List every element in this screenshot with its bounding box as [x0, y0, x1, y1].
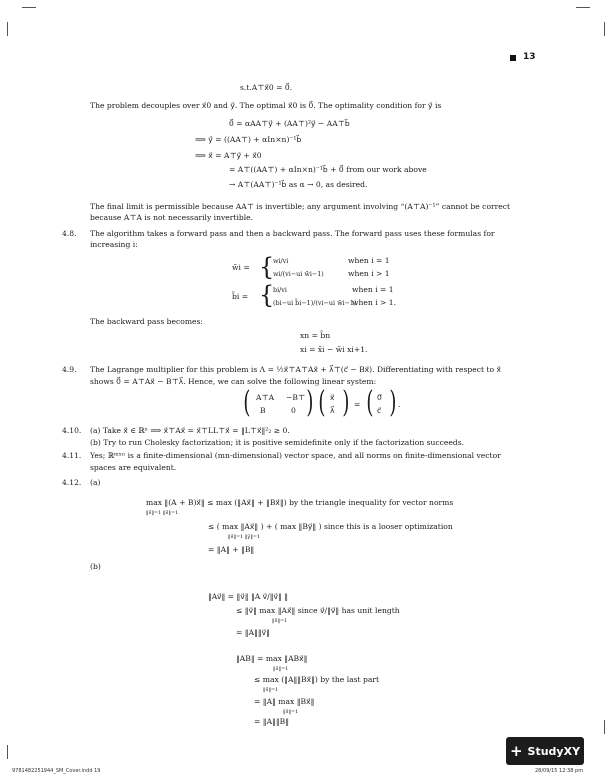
equation: ≤ ‖v⃗‖ max ‖Ax⃗‖ since v⃗/‖v⃗‖ has unit length: [236, 606, 400, 615]
paragraph: The algorithm takes a forward pass and then a backward pass. The forward pass uses these formulas for: [90, 229, 495, 238]
plus-icon: +: [509, 741, 523, 760]
equation: ≤ ( max ‖Ax⃗‖ ) + ( max ‖By⃗‖ ) since this is a looser optimization: [208, 522, 453, 531]
paren-icon: ): [306, 385, 314, 420]
paragraph: because A⊤A is not necessarily invertible.: [90, 213, 254, 222]
paragraph: (b) Try to run Cholesky factorization; it is positive semidefinite only if the factorization succeeds.: [90, 438, 465, 447]
paragraph: increasing i:: [90, 240, 138, 249]
item-number: 4.12.: [62, 478, 82, 487]
page-number: 13: [523, 52, 536, 62]
case: wi/vi: [273, 257, 289, 265]
paren-icon: ): [342, 385, 350, 420]
crop-mark: [22, 7, 36, 8]
equation: = ‖A‖‖v⃗‖: [236, 628, 270, 637]
paragraph: Yes; ℝᵐˣⁿ is a finite-dimensional (mn-dimensional) vector space, and all norms on finite-dimensional vector: [90, 451, 501, 460]
paragraph: The Lagrange multiplier for this problem is Λ = ½x⃗⊤A⊤Ax⃗ + λ⃗⊤(c⃗ − Bx⃗). Differentiating with respect to x⃗: [90, 365, 501, 374]
equation: xi = x̃i − w̃i xi+1.: [300, 345, 368, 354]
subscript: ‖x⃗‖=1: [273, 666, 289, 672]
equation: ⟹ x⃗ = A⊤y⃗ + x⃗0: [195, 151, 262, 160]
equation: → A⊤(AA⊤)⁻¹b⃗ as α → 0, as desired.: [229, 180, 368, 189]
item-number: 4.9.: [62, 365, 77, 374]
crop-mark: [604, 22, 605, 36]
matrix-cell: −B⊤: [286, 393, 306, 402]
equation: = A⊤((AA⊤) + αIn×n)⁻¹b⃗ + 0⃗ from our work above: [229, 165, 427, 174]
period: .: [398, 400, 401, 409]
case-condition: when i = 1: [352, 285, 394, 294]
crop-mark: [576, 7, 590, 8]
paragraph: shows 0⃗ = A⊤Ax⃗ − B⊤λ⃗. Hence, we can solve the following linear system:: [90, 377, 377, 386]
paragraph: (a) Take x⃗ ∈ ℝⁿ ⟹ x⃗⊤Ax⃗ = x⃗⊤LL⊤x⃗ = ‖L⊤x⃗‖²₂ ≥ 0.: [90, 426, 290, 435]
item-number: 4.10.: [62, 426, 82, 435]
item-number: 4.11.: [62, 451, 82, 460]
brace-icon: {: [259, 281, 275, 309]
crop-mark: [7, 745, 8, 759]
vector-cell: c⃗: [377, 406, 382, 415]
equation: ‖Av⃗‖ = ‖v⃗‖ ‖A v⃗/‖v⃗‖ ‖: [208, 592, 289, 601]
item-number: 4.8.: [62, 229, 77, 238]
subscript: ‖x⃗‖=1: [283, 709, 299, 715]
paren-icon: (: [243, 385, 251, 420]
matrix-cell: 0: [291, 406, 296, 415]
paragraph: The backward pass becomes:: [90, 317, 203, 326]
crop-mark: [7, 22, 8, 36]
part-label: (a): [90, 478, 101, 487]
vector-cell: x⃗: [330, 393, 335, 402]
footer-file-info: 9781482251944_SM_Cover.indd 19: [12, 768, 101, 774]
equation: = ‖A‖ + ‖B‖: [208, 545, 255, 554]
equation: 0⃗ = αAA⊤y⃗ + (AA⊤)²y⃗ − AA⊤b⃗: [229, 119, 350, 128]
brace-icon: {: [259, 253, 275, 281]
case: bi/vi: [273, 286, 287, 294]
equation: = ‖A‖‖B‖: [254, 717, 290, 726]
equals-sign: =: [354, 400, 361, 409]
paragraph: The final limit is permissible because AA⊤ is invertible; any argument involving “(A⊤A)⁻¹” cannot be correct: [90, 202, 511, 211]
subscript: ‖x⃗‖=1: [263, 687, 279, 693]
equation: max ‖(A + B)x⃗‖ ≤ max (‖Ax⃗‖ + ‖Bx⃗‖) by the triangle inequality for vector norms: [146, 498, 454, 507]
subscript: ‖x⃗‖=1: [272, 618, 288, 624]
paragraph: The problem decouples over x⃗0 and y⃗. The optimal x⃗0 is 0⃗. The optimality condition for y⃗ is: [90, 101, 442, 110]
paren-icon: (: [366, 385, 374, 420]
crop-mark: [604, 720, 605, 734]
equation: = ‖A‖ max ‖Bx⃗‖: [254, 697, 315, 706]
case: (bi−ui b̃i−1)/(vi−ui w̃i−1): [273, 299, 357, 307]
part-label: (b): [90, 562, 101, 571]
subscript: ‖x⃗‖=1 ‖y⃗‖=1: [228, 534, 261, 540]
case-condition: when i > 1.: [352, 298, 397, 307]
header-square-icon: [510, 55, 516, 61]
case: wi/(vi−ui w̃i−1): [273, 270, 324, 278]
vector-cell: 0⃗: [377, 393, 382, 402]
subscript: ‖x⃗‖=1 ‖x⃗‖=1: [146, 510, 179, 516]
equation: ≤ max (‖A‖‖Bx⃗‖) by the last part: [254, 675, 380, 684]
case-condition: when i > 1: [348, 269, 390, 278]
case-condition: when i = 1: [348, 256, 390, 265]
equation-lhs: w̃i =: [232, 263, 250, 272]
equation: ⟹ y⃗ = ((AA⊤) + αIn×n)⁻¹b⃗: [195, 135, 302, 144]
constraint-line: s.t.A⊤x⃗0 = 0⃗.: [240, 83, 293, 92]
matrix-cell: B: [260, 406, 266, 415]
equation: xn = b̃n: [300, 331, 331, 340]
vector-cell: λ⃗: [330, 406, 335, 415]
studyxy-label: StudyXY: [527, 744, 581, 758]
equation-lhs: b̃i =: [232, 292, 249, 301]
equation: ‖AB‖ = max ‖ABx⃗‖: [236, 654, 308, 663]
matrix-cell: A⊤A: [256, 393, 275, 402]
studyxy-logo[interactable]: [506, 737, 584, 765]
footer-timestamp: 28/09/15 12:38 pm: [535, 768, 584, 774]
paragraph: spaces are equivalent.: [90, 463, 177, 472]
paren-icon: (: [318, 385, 326, 420]
paren-icon: ): [389, 385, 397, 420]
